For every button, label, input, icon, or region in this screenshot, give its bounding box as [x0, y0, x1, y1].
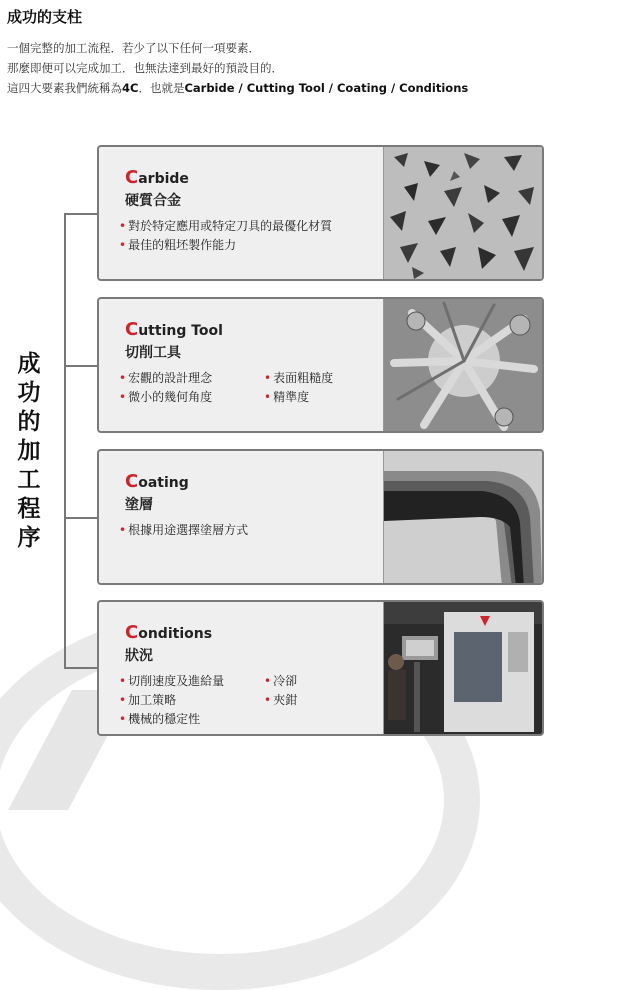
card-heading	[125, 319, 223, 362]
card-title-zh: 塗層	[125, 497, 153, 513]
bullet-item: • 夾鉗	[264, 691, 297, 710]
vertical-title-char: 成	[17, 351, 41, 377]
title-rest: utting Tool	[138, 323, 223, 339]
intro-line-3	[7, 78, 468, 98]
card-title-en	[125, 471, 189, 492]
bullet-item: • 精準度	[264, 388, 333, 407]
card-title-zh: 切削工具	[125, 345, 181, 361]
card-carbide	[97, 145, 544, 281]
intro-line-2: 那麼即便可以完成加工．也無法達到最好的預設目的．	[7, 61, 283, 75]
card-title-zh: 硬質合金	[125, 193, 181, 209]
card-conditions	[97, 600, 544, 736]
title-rest: arbide	[138, 171, 189, 187]
vertical-title-char: 功	[17, 380, 41, 406]
title-initial: C	[125, 167, 139, 188]
bullet-list	[119, 521, 248, 540]
bullet-item: • 最佳的粗坯製作能力	[119, 236, 332, 255]
bullet-item: • 加工策略	[119, 691, 224, 710]
card-heading	[125, 167, 189, 210]
bullet-item: • 對於特定應用或特定刀具的最優化材質	[119, 217, 332, 236]
vertical-title	[14, 350, 44, 553]
intro-line-3-prefix: 這四大要素我們統稱為	[7, 81, 122, 95]
page-title: 成功的支柱	[7, 8, 83, 26]
vertical-title-char: 工	[17, 467, 41, 493]
bullet-item: • 根據用途選擇塗層方式	[119, 521, 248, 540]
title-rest: oating	[138, 475, 189, 491]
card-title-zh: 狀況	[125, 648, 153, 664]
card-heading	[125, 622, 212, 665]
bullet-item: • 機械的穩定性	[119, 710, 224, 729]
tree-connector-branch	[64, 517, 98, 519]
intro-paragraph	[7, 38, 468, 98]
intro-line-1: 一個完整的加工流程．若少了以下任何一項要素．	[7, 41, 260, 55]
carbide-microstructure-image	[383, 147, 542, 279]
bullet-item: • 微小的幾何角度	[119, 388, 212, 407]
card-cutting-tool	[97, 297, 544, 433]
title-initial: C	[125, 471, 139, 492]
card-title-en	[125, 319, 223, 340]
tree-connector-branch	[64, 365, 98, 367]
bullet-list	[264, 369, 333, 407]
tree-connector-spine	[64, 213, 66, 668]
card-heading	[125, 471, 189, 514]
title-rest: onditions	[138, 626, 213, 642]
tree-connector-branch	[64, 213, 98, 215]
title-initial: C	[125, 622, 139, 643]
card-title-en	[125, 167, 189, 188]
intro-line-3-mid: ．也就是	[138, 81, 185, 95]
card-coating	[97, 449, 544, 585]
bullet-list	[119, 672, 224, 729]
vertical-title-char: 序	[17, 525, 41, 551]
bullet-item: • 表面粗糙度	[264, 369, 333, 388]
coating-cross-section-image	[383, 451, 542, 583]
vertical-title-char: 加	[17, 438, 41, 464]
bullet-list	[119, 369, 212, 407]
cnc-machine-image	[383, 602, 542, 734]
bullet-list	[264, 672, 297, 710]
bullet-item: • 切削速度及進給量	[119, 672, 224, 691]
bullet-list	[119, 217, 332, 255]
cutting-tools-image	[383, 299, 542, 431]
intro-4c: 4C	[122, 81, 139, 95]
card-title-en	[125, 622, 212, 643]
vertical-title-char: 程	[17, 496, 41, 522]
vertical-title-char: 的	[17, 409, 41, 435]
bullet-item: • 冷卻	[264, 672, 297, 691]
intro-4c-list: Carbide / Cutting Tool / Coating / Conditions	[184, 81, 469, 95]
bullet-item: • 宏觀的設計理念	[119, 369, 212, 388]
title-initial: C	[125, 319, 139, 340]
tree-connector-branch	[64, 667, 98, 669]
